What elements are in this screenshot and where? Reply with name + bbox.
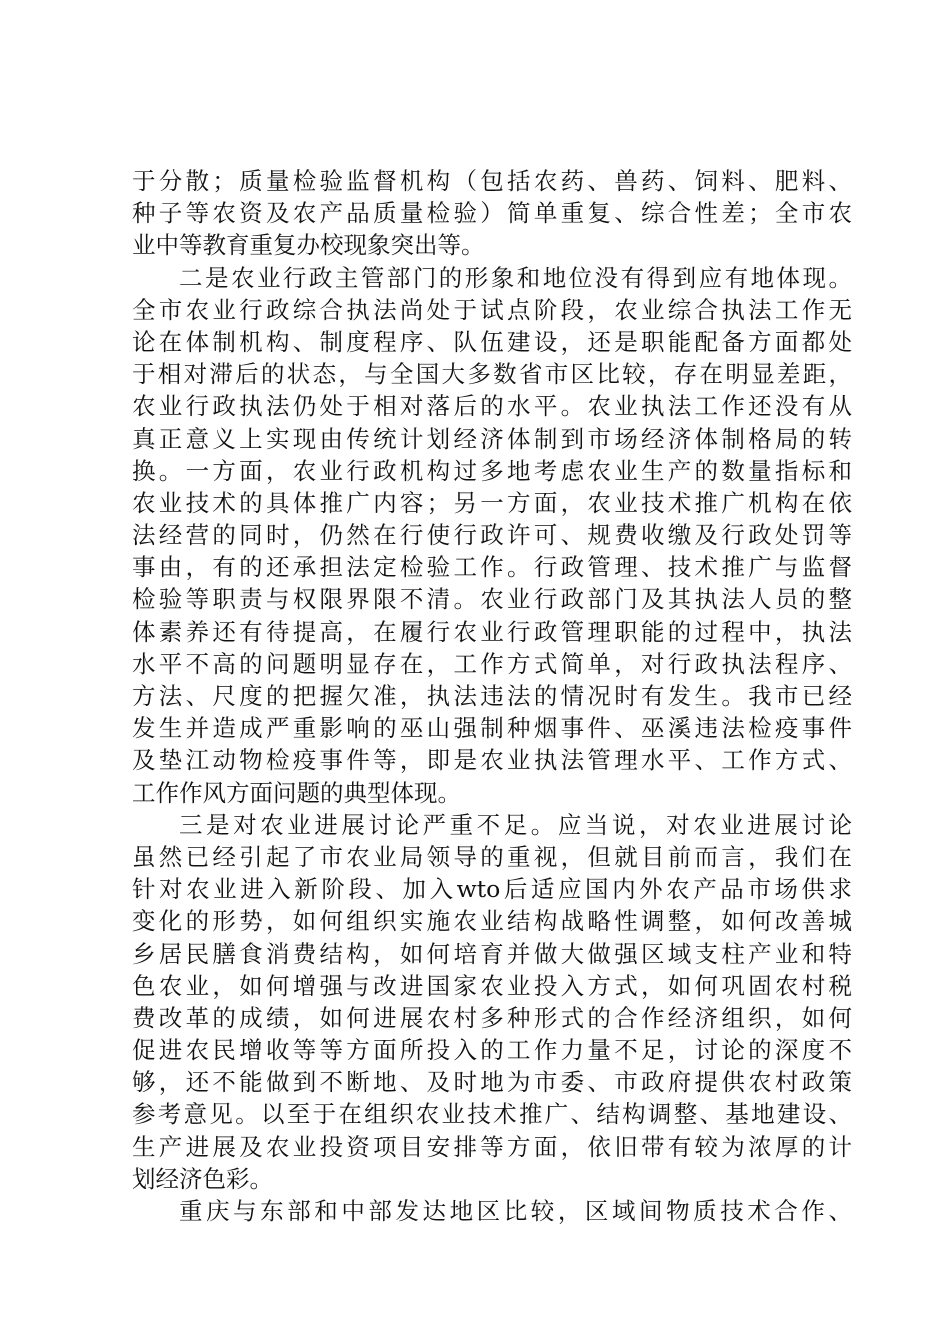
body-text (132, 165, 852, 1227)
text-line: 于相对滞后的状态，与全国大多数省市区比较，存在明显差距， (132, 360, 852, 389)
text-line: 够，还不能做到不断地、及时地为市委、市政府提供农村政策 (132, 1068, 852, 1097)
text-line: 生产进展及农业投资项目安排等方面，依旧带有较为浓厚的计 (132, 1132, 852, 1161)
text-line: 业中等教育重复办校现象突出等。 (132, 231, 485, 260)
text-line: 及垫江动物检疫事件等，即是农业执法管理水平、工作方式、 (132, 746, 852, 775)
text-line: 农业技术的具体推广内容；另一方面，农业技术推广机构在依 (132, 488, 852, 517)
text-line: 种子等农资及农产品质量检验）简单重复、综合性差；全市农 (132, 199, 852, 228)
text-line: 划经济色彩。 (132, 1164, 273, 1193)
text-line: 真正意义上实现由传统计划经济体制到市场经济体制格局的转 (132, 424, 852, 453)
text-line: 农业行政执法仍处于相对落后的水平。农业执法工作还没有从 (132, 392, 852, 421)
text-line: 二是农业行政主管部门的形象和地位没有得到应有地体现。 (179, 263, 852, 292)
text-line: 换。一方面，农业行政机构过多地考虑农业生产的数量指标和 (132, 456, 852, 485)
text-line: 方法、尺度的把握欠准，执法违法的情况时有发生。我市已经 (132, 682, 852, 710)
text-line: 发生并造成严重影响的巫山强制种烟事件、巫溪违法检疫事件 (132, 714, 852, 743)
text-line: 工作作风方面问题的典型体现。 (132, 778, 461, 807)
text-line: 变化的形势，如何组织实施农业结构战略性调整，如何改善城 (132, 907, 852, 936)
text-line: 重庆与东部和中部发达地区比较，区域间物质技术合作、 (179, 1197, 852, 1225)
text-line: 乡居民膳食消费结构，如何培育并做大做强区域支柱产业和特 (132, 939, 852, 968)
text-line: 检验等职责与权限界限不清。农业行政部门及其执法人员的整 (132, 585, 852, 614)
text-line: 促进农民增收等等方面所投入的工作力量不足，讨论的深度不 (132, 1036, 852, 1065)
text-line: 于分散；质量检验监督机构（包括农药、兽药、饲料、肥料、 (132, 167, 852, 195)
text-line: 水平不高的问题明显存在，工作方式简单，对行政执法程序、 (132, 649, 852, 678)
text-line: 三是对农业进展讨论严重不足。应当说，对农业进展讨论 (179, 810, 852, 839)
text-line: 色农业，如何增强与改进国家农业投入方式，如何巩固农村税 (132, 971, 852, 1000)
text-line: 法经营的同时，仍然在行使行政许可、规费收缴及行政处罚等 (132, 521, 852, 550)
text-line: 体素养还有待提高，在履行农业行政管理职能的过程中，执法 (132, 617, 852, 646)
text-line: 费改革的成绩，如何进展农村多种形式的合作经济组织，如何 (132, 1003, 852, 1032)
text-line: 针对农业进入新阶段、加入wto后适应国内外农产品市场供求 (132, 875, 852, 904)
text-line: 参考意见。以至于在组织农业技术推广、结构调整、基地建设、 (132, 1100, 852, 1129)
text-line: 事由，有的还承担法定检验工作。行政管理、技术推广与监督 (132, 553, 852, 582)
text-line: 论在体制机构、制度程序、队伍建设，还是职能配备方面都处 (132, 327, 852, 356)
text-line: 虽然已经引起了市农业局领导的重视，但就目前而言，我们在 (132, 842, 852, 871)
text-line: 全市农业行政综合执法尚处于试点阶段，农业综合执法工作无 (132, 295, 852, 324)
